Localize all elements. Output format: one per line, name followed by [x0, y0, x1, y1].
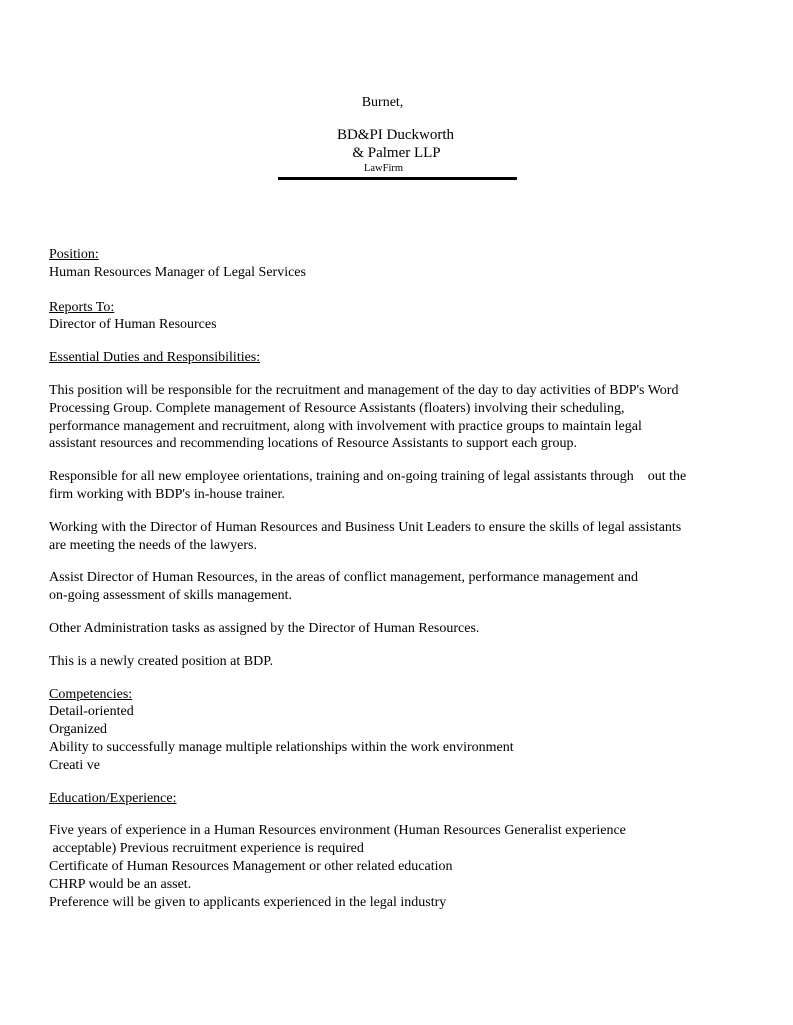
list-item: CHRP would be an asset.: [49, 876, 192, 892]
paragraph-line: on-going assessment of skills management.: [49, 588, 293, 604]
position-heading: Position:: [49, 247, 99, 262]
firm-name-line-1: Burnet,: [361, 95, 404, 110]
education-heading: Education/Experience:: [49, 790, 177, 806]
education-list: [49, 822, 749, 911]
list-item: Preference will be given to applicants experienced in the legal industry: [49, 894, 447, 910]
paragraph-line: This position will be responsible for the recruitment and management of the day to day activities of BDP's Word: [49, 382, 679, 398]
firm-name-line-3: & Palmer LLP: [352, 145, 441, 161]
firm-name-line-2: BD&PI Duckworth: [336, 127, 455, 143]
duties-paragraph: [49, 468, 749, 504]
duties-paragraph: [49, 382, 749, 453]
job-description-body: [49, 246, 749, 911]
paragraph-line: Working with the Director of Human Resources and Business Unit Leaders to ensure the skills of legal assistants: [49, 519, 682, 535]
list-item: Certificate of Human Resources Management or other related education: [49, 858, 453, 874]
position-value: Human Resources Manager of Legal Services: [49, 264, 306, 280]
paragraph-line: performance management and recruitment, along with involvement with practice groups to maintain legal: [49, 418, 642, 434]
paragraph-line: Processing Group. Complete management of Resource Assistants (floaters) involving their scheduling,: [49, 400, 625, 416]
header-divider: [278, 177, 517, 180]
reports-to-heading: Reports To:: [49, 299, 115, 315]
firm-type-label: LawFirm: [363, 163, 404, 174]
paragraph-line: are meeting the needs of the lawyers.: [49, 537, 257, 553]
list-item: Creati ve: [49, 757, 100, 773]
list-item: Five years of experience in a Human Resources environment (Human Resources Generalist experience: [49, 823, 626, 839]
duties-paragraph: [49, 653, 749, 671]
duties-heading: Essential Duties and Responsibilities:: [49, 350, 261, 366]
competencies-list: [49, 703, 749, 774]
list-item: Organized: [49, 722, 108, 738]
paragraph-line: Other Administration tasks as assigned by the Director of Human Resources.: [49, 620, 480, 636]
paragraph-line: This is a newly created position at BDP.: [49, 653, 273, 669]
paragraph-line: firm working with BDP's in-house trainer.: [49, 486, 285, 502]
list-item: Detail-oriented: [49, 704, 134, 720]
paragraph-line: Assist Director of Human Resources, in the areas of conflict management, performance management and: [49, 570, 638, 586]
competencies-heading: Competencies:: [49, 686, 133, 702]
paragraph-line: assistant resources and recommending locations of Resource Assistants to support each group.: [49, 436, 577, 452]
list-item: Ability to successfully manage multiple relationships within the work environment: [49, 739, 514, 755]
paragraph-line: Responsible for all new employee orientations, training and on-going training of legal assistants through out the: [49, 469, 687, 485]
duties-paragraph: [49, 519, 749, 555]
list-item: acceptable) Previous recruitment experience is required: [49, 841, 364, 857]
reports-to-value: Director of Human Resources: [49, 317, 217, 333]
duties-paragraph: [49, 620, 749, 638]
duties-paragraph: [49, 569, 749, 605]
